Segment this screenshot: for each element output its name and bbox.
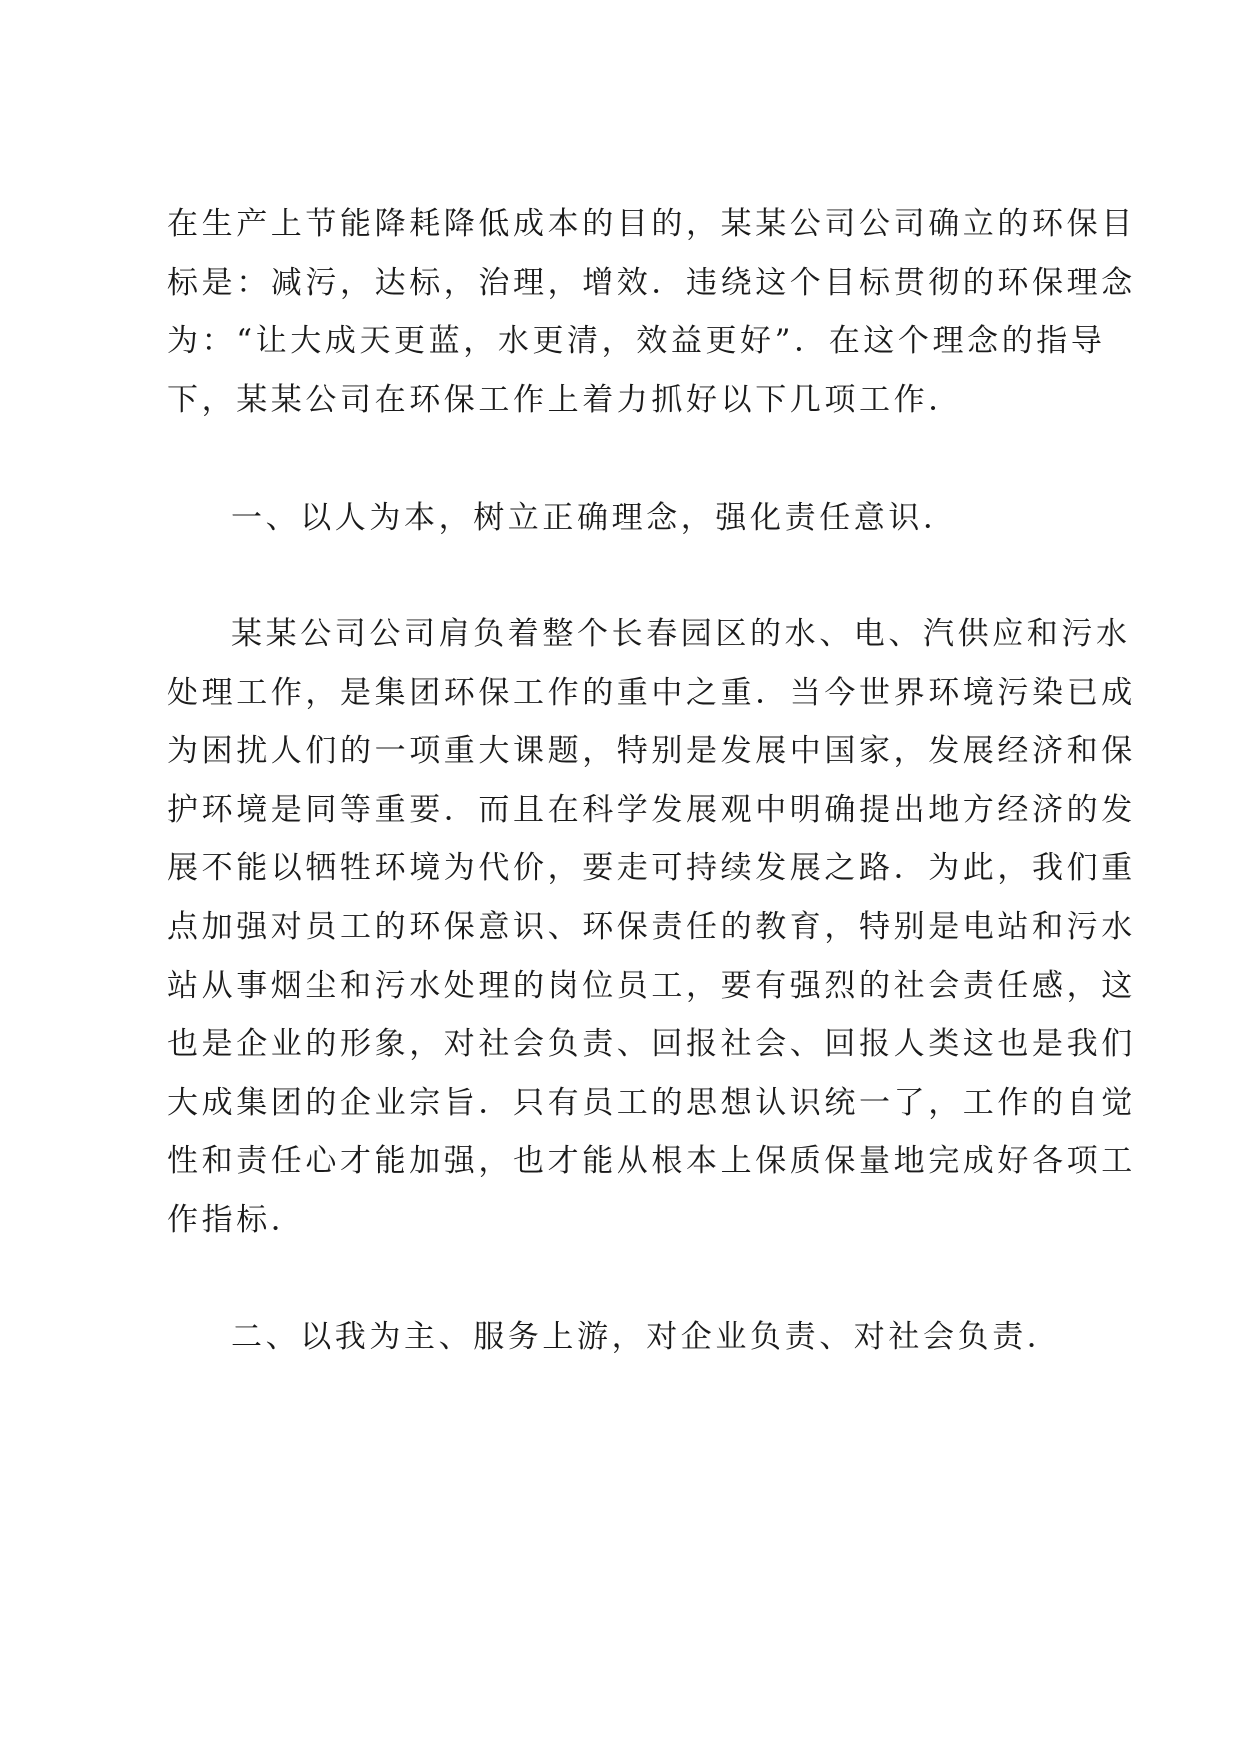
- paragraph-2-line-11: 作指标．: [167, 1202, 306, 1238]
- paragraph-1-line-3: 为：“让大成天更蓝，水更清，效益更好”．在这个理念的指导: [167, 323, 1106, 359]
- paragraph-1-line-1: 在生产上节能降耗降低成本的目的，某某公司公司确立的环保目: [167, 206, 1136, 242]
- section-heading-1: 一、以人为本，树立正确理念，强化责任意识．: [231, 500, 958, 536]
- paragraph-1-line-2: 标是：减污，达标，治理，增效．违绕这个目标贯彻的环保理念: [167, 265, 1136, 301]
- paragraph-2-line-4: 护环境是同等重要．而且在科学发展观中明确提出地方经济的发: [167, 792, 1136, 828]
- paragraph-2-line-3: 为困扰人们的一项重大课题，特别是发展中国家，发展经济和保: [167, 733, 1136, 769]
- paragraph-2-line-8: 也是企业的形象，对社会负责、回报社会、回报人类这也是我们: [167, 1026, 1136, 1062]
- paragraph-2-line-1: 某某公司公司肩负着整个长春园区的水、电、汽供应和污水: [231, 616, 1131, 652]
- paragraph-2-line-10: 性和责任心才能加强，也才能从根本上保质保量地完成好各项工: [167, 1143, 1136, 1179]
- paragraph-2-line-5: 展不能以牺牲环境为代价，要走可持续发展之路．为此，我们重: [167, 850, 1136, 886]
- paragraph-2-line-7: 站从事烟尘和污水处理的岗位员工，要有强烈的社会责任感，这: [167, 968, 1136, 1004]
- paragraph-2-line-2: 处理工作，是集团环保工作的重中之重．当今世界环境污染已成: [167, 675, 1136, 711]
- section-heading-2: 二、以我为主、服务上游，对企业负责、对社会负责．: [231, 1319, 1062, 1355]
- paragraph-2-line-6: 点加强对员工的环保意识、环保责任的教育，特别是电站和污水: [167, 909, 1136, 945]
- paragraph-1-line-4: 下，某某公司在环保工作上着力抓好以下几项工作．: [167, 382, 963, 418]
- paragraph-2-line-9: 大成集团的企业宗旨．只有员工的思想认识统一了，工作的自觉: [167, 1085, 1136, 1121]
